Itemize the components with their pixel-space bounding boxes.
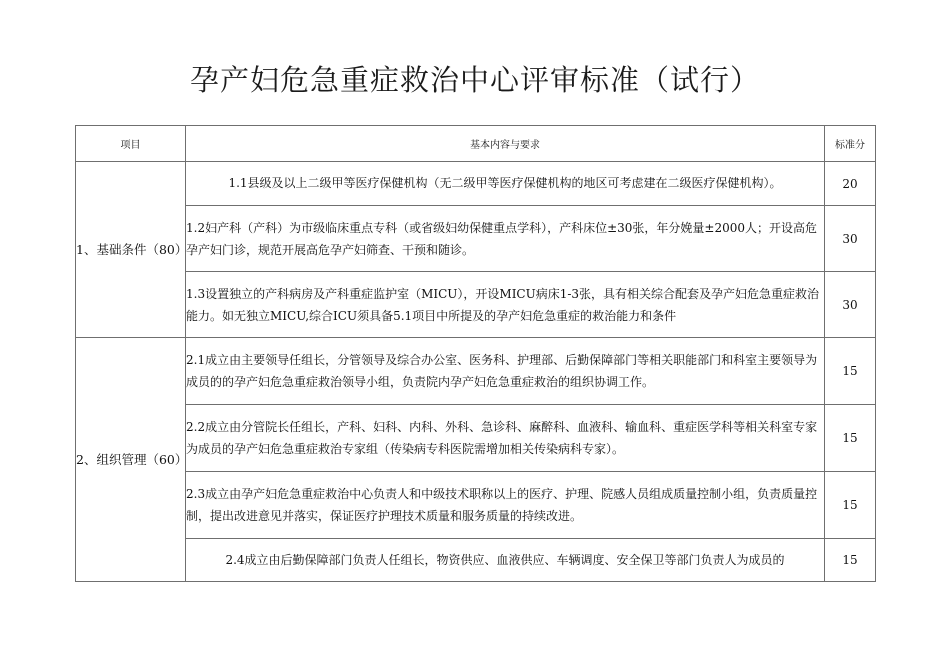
section-name-management: 2、组织管理（60） [76, 338, 186, 582]
requirement-cell [186, 472, 825, 539]
requirement-cell [186, 272, 825, 338]
score-value: 20 [825, 162, 876, 206]
score-value: 30 [825, 272, 876, 338]
table-row [76, 272, 876, 338]
table-row [76, 405, 876, 472]
page-title: 孕产妇危急重症救治中心评审标准（试行） [189, 63, 760, 97]
requirement-text: 2.2成立由分管院长任组长，产科、妇科、内科、外科、急诊科、麻醉科、血液科、输血科、重症医学科等相关科室专家为成员的孕产妇危急重症救治专家组（传染病专科医院需增加相关传染病科专家）。 [186, 420, 818, 456]
table-row [76, 162, 876, 206]
requirement-text: 2.3成立由孕产妇危急重症救治中心负责人和中级技术职称以上的医疗、护理、院感人员组成质量控制小组，负责质量控制，提出改进意见并落实，保证医疗护理技术质量和服务质量的持续改进。 [186, 487, 818, 523]
header-score: 标准分 [825, 126, 876, 162]
table-header-row [76, 126, 876, 162]
standards-table [75, 125, 876, 582]
requirement-text: 2.4成立由后勤保障部门负责人任组长，物资供应、血液供应、车辆调度、安全保卫等部门负责人为成员的 [186, 539, 825, 582]
requirement-cell [186, 206, 825, 272]
table-row [76, 206, 876, 272]
requirement-text: 2.1成立由主要领导任组长，分管领导及综合办公室、医务科、护理部、后勤保障部门等相关职能部门和科室主要领导为成员的的孕产妇危急重症救治领导小组，负责院内孕产妇危急重症救治的组织协调工作。 [186, 353, 818, 389]
requirement-cell [186, 338, 825, 405]
header-content: 基本内容与要求 [186, 126, 825, 162]
score-value: 15 [825, 472, 876, 539]
table-row [76, 338, 876, 405]
header-item: 项目 [76, 126, 186, 162]
requirement-text: 1.1县级及以上二级甲等医疗保健机构（无二级甲等医疗保健机构的地区可考虑建在二级医疗保健机构）。 [186, 162, 825, 206]
score-value: 15 [825, 405, 876, 472]
requirement-text: 1.3设置独立的产科病房及产科重症监护室（MICU），开设MICU病床1-3张，具有相关综合配套及孕产妇危急重症救治能力。如无独立MICU,综合ICU须具备5.1项目中所提及的孕产妇危急重症的救治能力和条件 [186, 286, 820, 323]
section-name-basic: 1、基础条件（80） [76, 162, 186, 338]
table-row [76, 472, 876, 539]
table-row [76, 539, 876, 582]
score-value: 15 [825, 338, 876, 405]
requirement-cell [186, 405, 825, 472]
score-value: 15 [825, 539, 876, 582]
score-value: 30 [825, 206, 876, 272]
requirement-text: 1.2妇产科（产科）为市级临床重点专科（或省级妇幼保健重点学科），产科床位±30张，年分娩量±2000人；开设高危孕产妇门诊，规范开展高危孕产妇筛查、干预和随诊。 [186, 220, 818, 257]
